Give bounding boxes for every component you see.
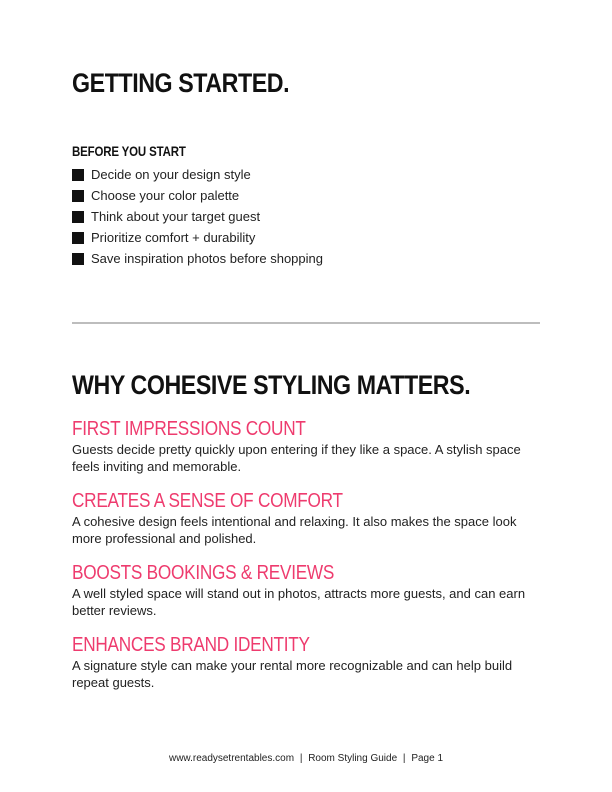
checklist-item-label: Think about your target guest [91,209,261,224]
reason-heading: BOOSTS BOOKINGS & REVIEWS [72,562,335,584]
checklist-item-label: Decide on your design style [91,167,251,182]
reason-body: A signature style can make your rental more recognizable and can help build repeat guests. [72,658,513,690]
reason-section [72,634,540,691]
checkbox-icon [72,211,84,223]
section-divider [72,322,540,324]
getting-started-title: GETTING STARTED. [72,68,290,98]
checkbox-icon [72,232,84,244]
footer-website: www.readysetrentables.com [168,753,295,764]
footer-page-number: Page 1 [411,753,444,764]
reason-body: Guests decide pretty quickly upon entering if they like a space. A stylish space feels inviting and memorable. [72,442,521,474]
why-cohesive-styling-title: WHY COHESIVE STYLING MATTERS. [72,370,471,400]
reason-section [72,490,540,547]
reason-section [72,418,540,475]
checklist-item-label: Prioritize comfort + durability [91,230,256,245]
reason-section [72,562,540,619]
checklist-item [72,227,323,248]
reason-heading: ENHANCES BRAND IDENTITY [72,634,310,656]
checkbox-icon [72,253,84,265]
checklist-item [72,185,323,206]
page-footer [0,753,612,764]
checklist-item-label: Choose your color palette [91,188,240,203]
footer-separator: | [402,753,406,764]
reason-body: A well styled space will stand out in photos, attracts more guests, and can earn better reviews. [72,586,526,618]
checkbox-icon [72,190,84,202]
before-you-start-checklist [72,164,323,269]
checklist-item-label: Save inspiration photos before shopping [91,251,323,266]
footer-separator: | [299,753,303,764]
checkbox-icon [72,169,84,181]
checklist-item [72,206,323,227]
reason-body: A cohesive design feels intentional and relaxing. It also makes the space look more professional and polished. [72,514,517,546]
reason-heading: FIRST IMPRESSIONS COUNT [72,418,306,440]
before-you-start-heading: BEFORE YOU START [72,143,186,159]
checklist-item [72,248,323,269]
checklist-item [72,164,323,185]
reason-heading: CREATES A SENSE OF COMFORT [72,490,343,512]
footer-guide-name: Room Styling Guide [308,753,398,764]
